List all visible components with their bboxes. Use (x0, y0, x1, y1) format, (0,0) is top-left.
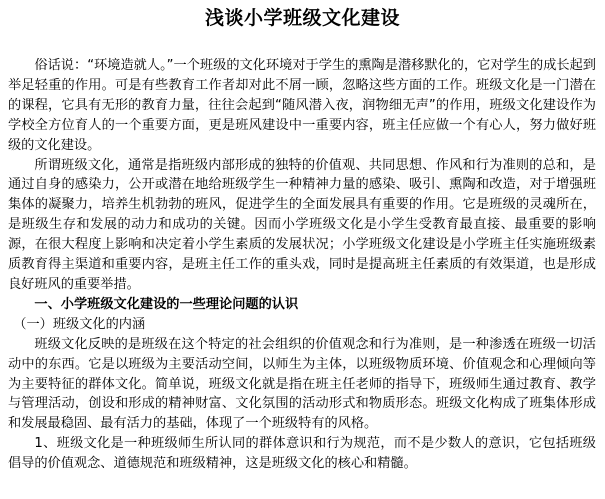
paragraph-intro: 俗话说：“环境造就人。”一个班级的文化环境对于学生的熏陶是潜移默化的，它对学生的成长起到举足轻重的作用。可是有些教育工作者却对此不屑一顾，忽略这些方面的工作。班级文化是一门潜在的课程，它具有无形的教育力量，往往会起到“随风潜入夜，润物细无声”的作用，班级文化建设作为学校全方位育人的一个重要方面，更是班风建设中一重要内容，班主任应做一个有心人，努力做好班级的文化建设。 (8, 58, 596, 153)
paragraph-point-1: 1、班级文化是一种班级师生所认同的群体意识和行为规范，而不是少数人的意识，它包括班级倡导的价值观念、道德规范和班级精神，这是班级文化的核心和精髓。 (8, 436, 596, 472)
paragraph-connotation: 班级文化反映的是班级在这个特定的社会组织的价值观念和行为准则，是一种渗透在班级一切活动中的东西。它是以班级为主要活动空间，以师生为主体，以班级物质环境、价值观念和心理倾向等为主要特征的群体文化。简单说，班级文化就是指在班主任老师的指导下，班级师生通过教育、教学与管理活动，创设和形成的精神财富、文化氛围的活动形式和物质形态。班级文化构成了班集体形成和发展最稳固、最有活力的基础，体现了一个班级特有的风格。 (8, 336, 596, 432)
document-body (8, 56, 596, 474)
paragraph-definition: 所谓班级文化，通常是指班级内部形成的独特的价值观、共同思想、作风和行为准则的总和，是通过自身的感染力，公开或潜在地给班级学生一种精神力量的感染、吸引、熏陶和改造，对于增强班集体的凝聚力，培养生机勃勃的班风，促进学生的全面发展具有重要的作用。它是班级的灵魂所在，是班级生存和发展的动力和成功的关键。因而小学班级文化是小学生受教育最直接、最重要的影响源，在很大程度上影响和决定着小学生素质的发展状况；小学班级文化建设是小学班主任实施班级素质教育得主渠道和重要内容，是班主任工作的重头戏，同时是提高班主任素质的有效渠道，也是形成良好班风的重要举措。 (8, 157, 596, 292)
section-heading: 一、小学班级文化建设的一些理论问题的认识 (34, 296, 299, 312)
document-title: 浅谈小学班级文化建设 (204, 7, 400, 29)
subsection-heading: （一）班级文化的内涵 (13, 316, 146, 332)
